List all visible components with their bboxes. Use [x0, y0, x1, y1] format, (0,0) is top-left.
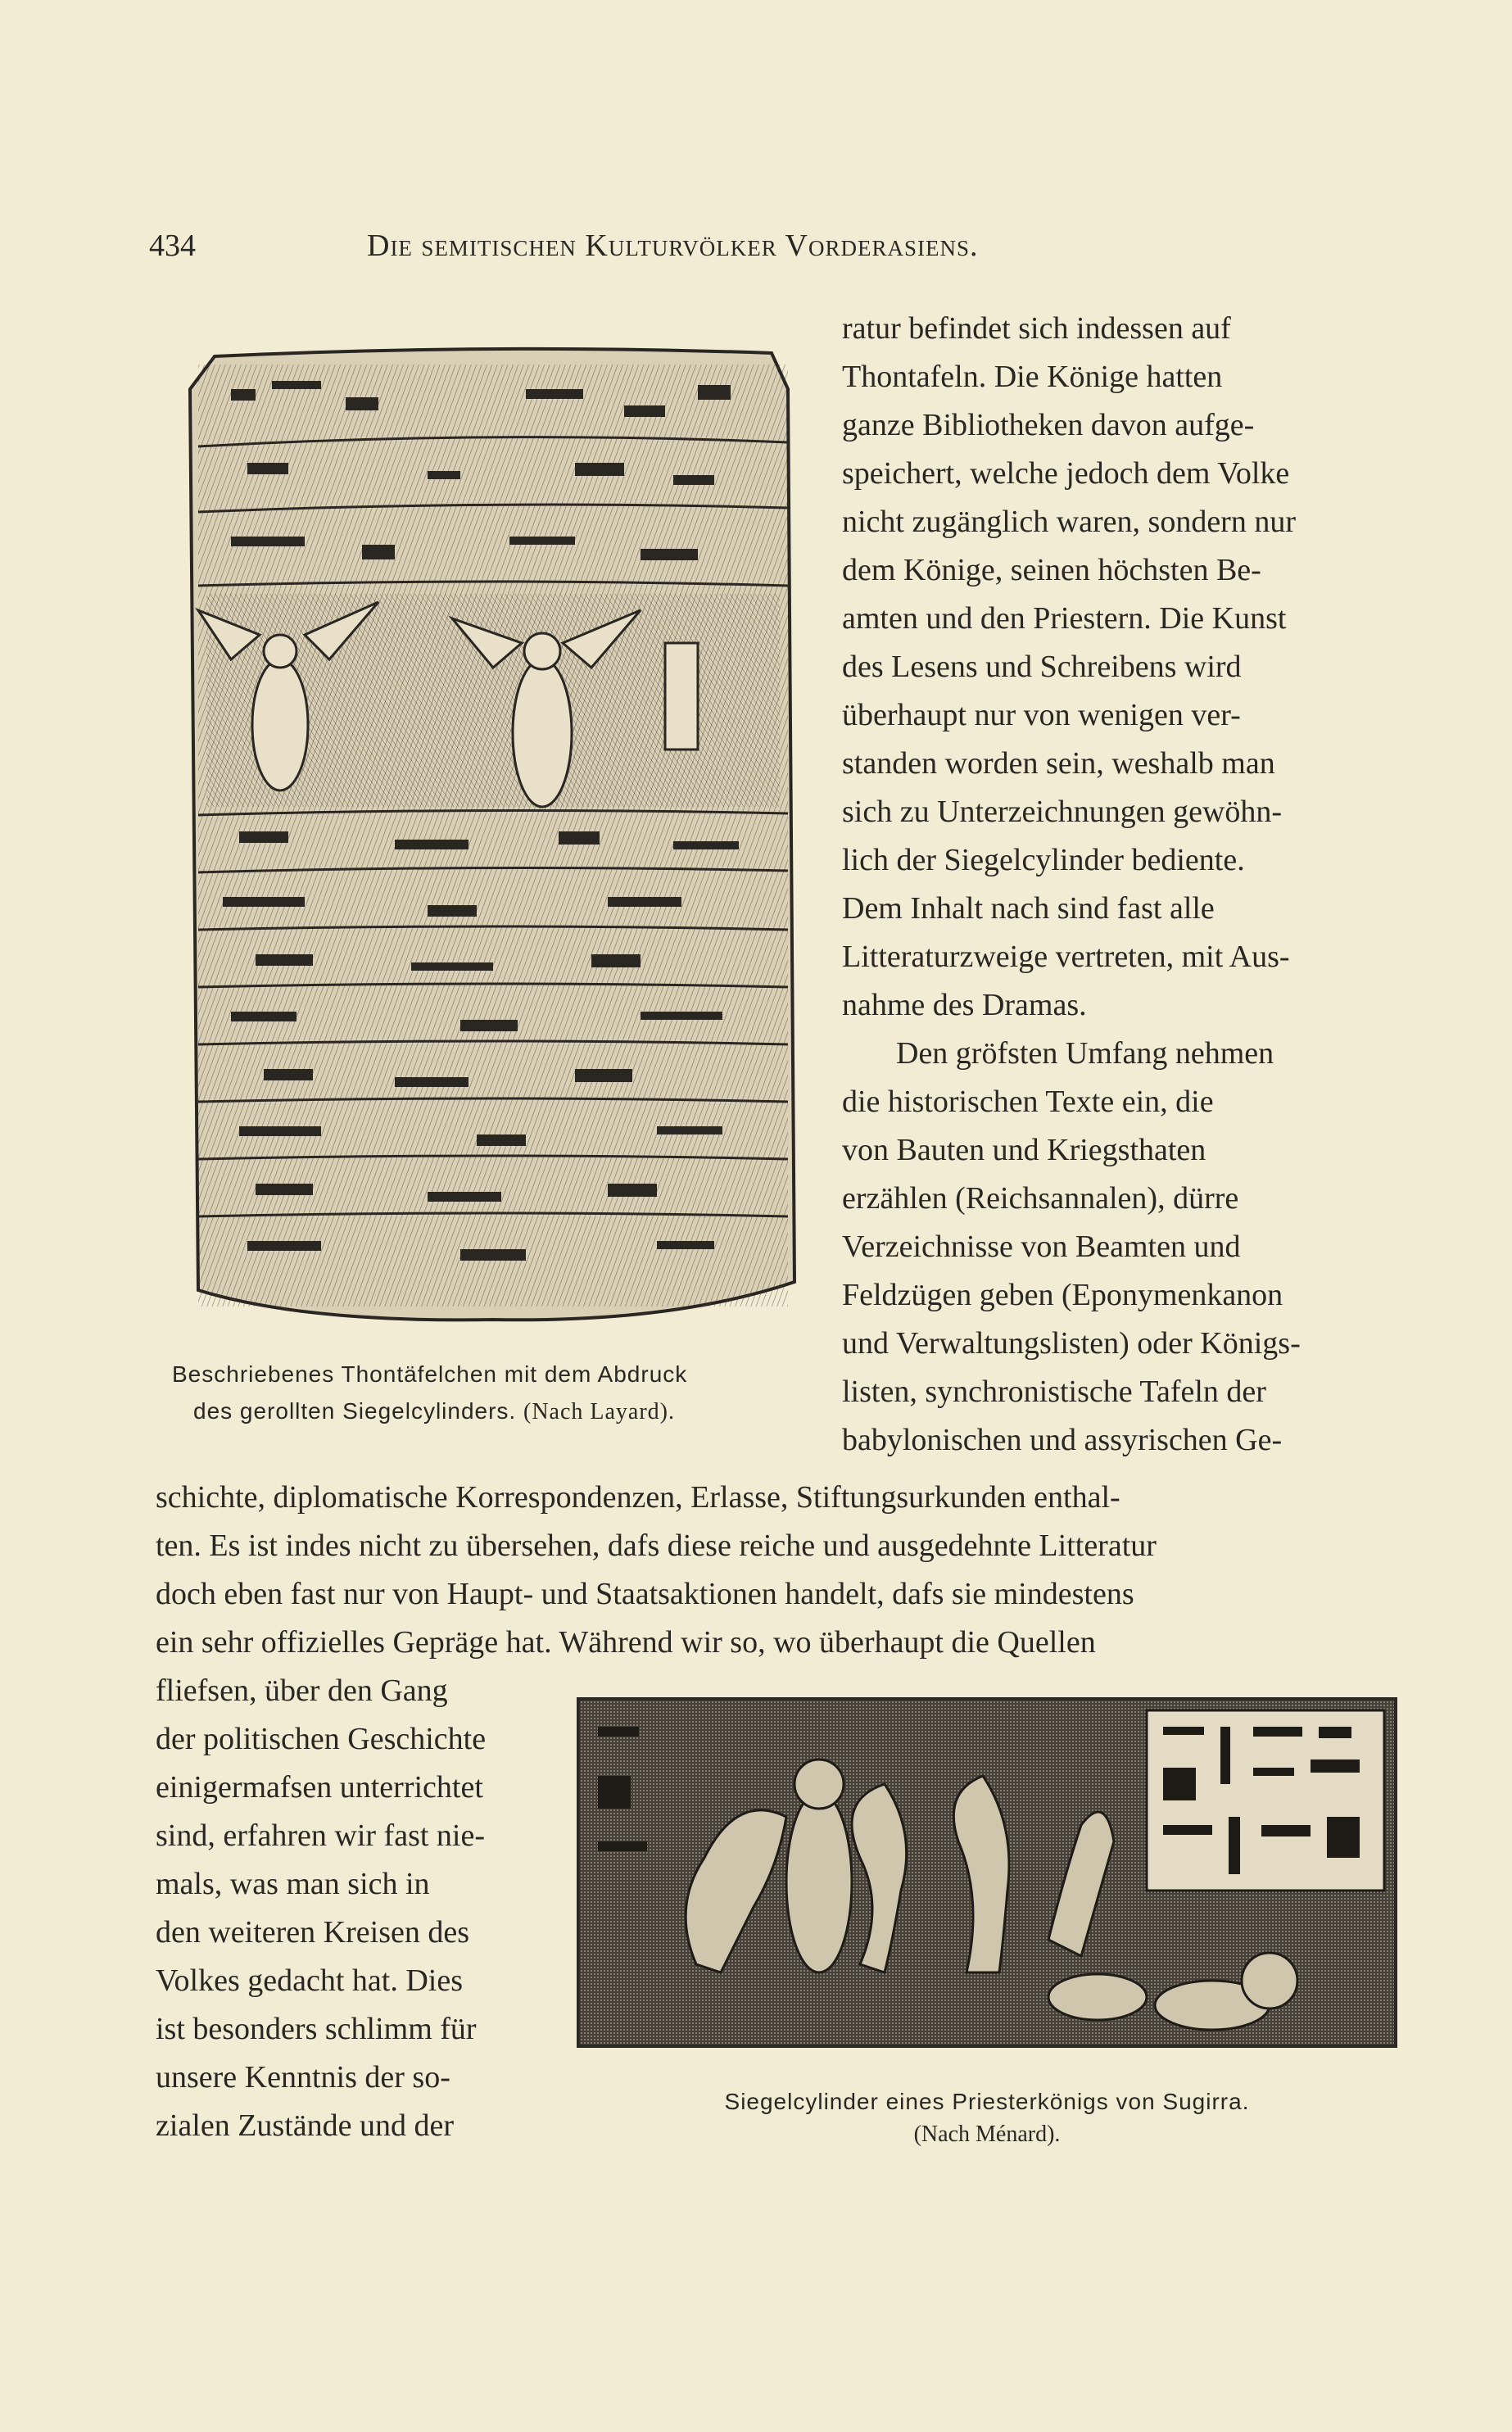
- text-line: babylonischen und assyrischen Ge-: [842, 1423, 1283, 1457]
- text-line: dem Könige, seinen höchsten Be-: [842, 553, 1261, 587]
- text-line: standen worden sein, weshalb man: [842, 746, 1275, 781]
- page-number: 434: [149, 229, 196, 263]
- text-line: doch eben fast nur von Haupt- und Staatsaktionen handelt, dafs sie mindestens: [156, 1577, 1134, 1611]
- text-line: ganze Bibliotheken davon aufge-: [842, 408, 1255, 442]
- text-line: ratur befindet sich indessen auf: [842, 311, 1231, 346]
- figure1-caption-text: des gerollten Siegelcylinders.: [193, 1398, 517, 1424]
- text-line: nahme des Dramas.: [842, 988, 1087, 1022]
- text-line: des Lesens und Schreibens wird: [842, 650, 1242, 684]
- text-line: nicht zugänglich waren, sondern nur: [842, 505, 1296, 539]
- text-line: zialen Zustände und der: [156, 2108, 455, 2143]
- text-line: sich zu Unterzeichnungen gewöhn-: [842, 795, 1283, 829]
- text-line: speichert, welche jedoch dem Volke: [842, 456, 1290, 491]
- cylinder-seal-engraving: [573, 1694, 1401, 2051]
- figure2-caption-source: (Nach Ménard).: [913, 2122, 1061, 2147]
- running-head: Die semitischen Kulturvölker Vorderasiens.: [367, 229, 979, 263]
- text-line: unsere Kenntnis der so-: [156, 2060, 450, 2095]
- figure1-caption-line2: [193, 1397, 675, 1427]
- text-line: den weiteren Kreisen des: [156, 1915, 470, 1950]
- text-line: listen, synchronistische Tafeln der: [842, 1375, 1266, 1409]
- text-line: die historischen Texte ein, die: [842, 1085, 1214, 1119]
- figure2-caption: [573, 2087, 1401, 2148]
- text-line: von Bauten und Kriegsthaten: [842, 1133, 1206, 1167]
- text-line: Litteraturzweige vertreten, mit Aus-: [842, 940, 1290, 974]
- text-line: Den gröfsten Umfang nehmen: [896, 1036, 1274, 1071]
- clay-tablet-engraving: [182, 340, 801, 1336]
- text-line: Dem Inhalt nach sind fast alle: [842, 891, 1215, 926]
- text-line: ist besonders schlimm für: [156, 2012, 477, 2046]
- text-line: überhaupt nur von wenigen ver-: [842, 698, 1241, 732]
- clay-tablet-figure: [182, 340, 801, 1336]
- text-line: mals, was man sich in: [156, 1867, 430, 1901]
- text-line: schichte, diplomatische Korrespondenzen, Erlasse, Stiftungsurkunden enthal-: [156, 1480, 1120, 1515]
- text-line: Verzeichnisse von Beamten und: [842, 1230, 1241, 1264]
- cylinder-seal-figure: [573, 1694, 1401, 2051]
- figure1-caption-source: (Nach Layard).: [523, 1399, 676, 1424]
- text-line: und Verwaltungslisten) oder Königs-: [842, 1326, 1301, 1361]
- text-line: erzählen (Reichsannalen), dürre: [842, 1181, 1239, 1216]
- text-line: ein sehr offizielles Gepräge hat. Während wir so, wo überhaupt die Quellen: [156, 1625, 1096, 1660]
- figure1-caption-line1: Beschriebenes Thontäfelchen mit dem Abdruck: [172, 1361, 688, 1387]
- text-line: Feldzügen geben (Eponymenkanon: [842, 1278, 1283, 1312]
- text-line: einigermafsen unterrichtet: [156, 1770, 483, 1805]
- text-line: Volkes gedacht hat. Dies: [156, 1963, 463, 1998]
- text-line: lich der Siegelcylinder bediente.: [842, 843, 1245, 877]
- text-line: fliefsen, über den Gang: [156, 1673, 448, 1708]
- text-line: sind, erfahren wir fast nie-: [156, 1818, 486, 1853]
- text-line: ten. Es ist indes nicht zu übersehen, dafs diese reiche und ausgedehnte Litteratur: [156, 1528, 1157, 1563]
- text-line: der politischen Geschichte: [156, 1722, 487, 1756]
- figure2-caption-text: Siegelcylinder eines Priesterkönigs von Sugirra.: [724, 2089, 1250, 2114]
- text-line: amten und den Priestern. Die Kunst: [842, 601, 1287, 636]
- text-line: Thontafeln. Die Könige hatten: [842, 360, 1223, 394]
